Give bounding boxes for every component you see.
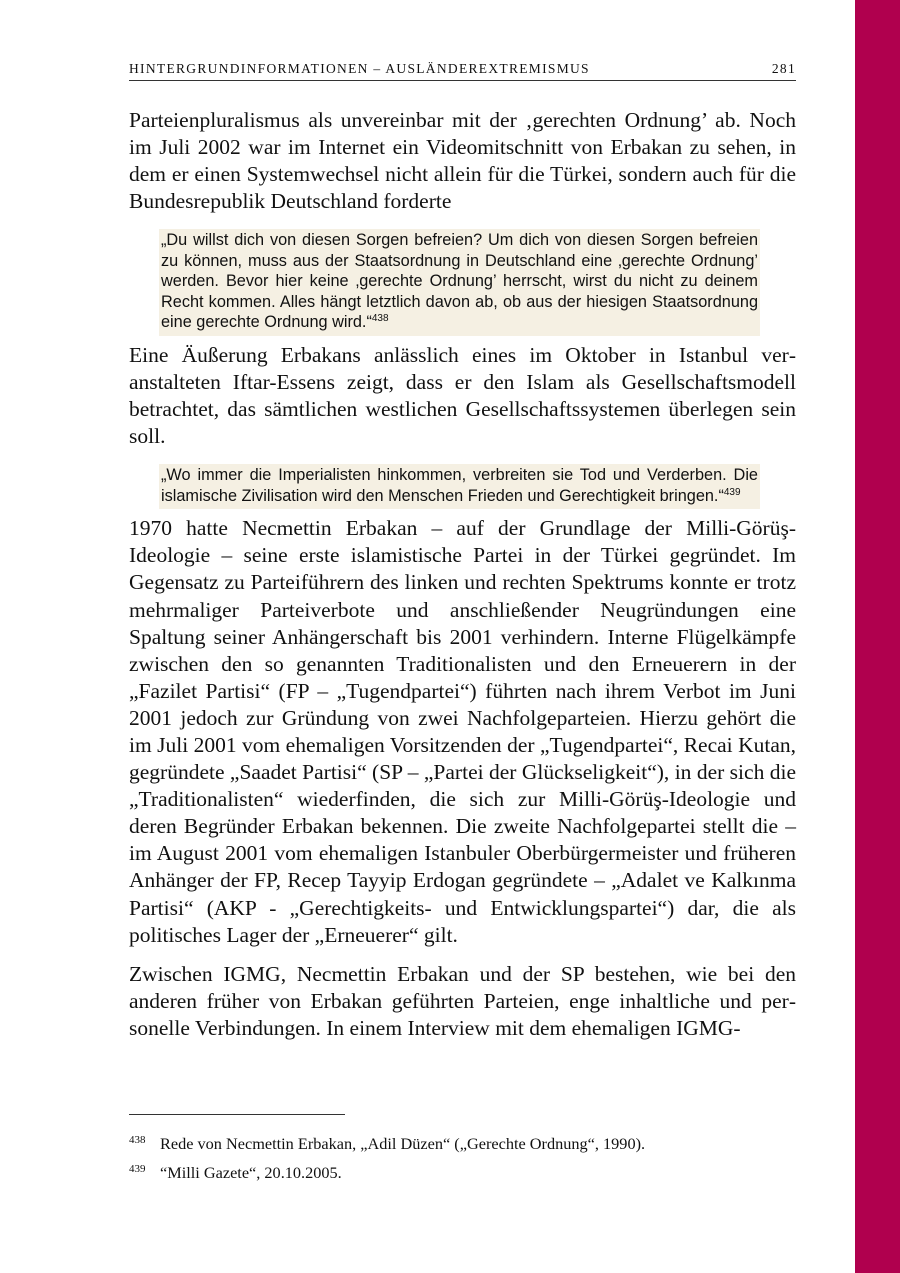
paragraph-3: 1970 hatte Necmettin Erbakan – auf der Grundlage der Milli-Görüş-Ideologie – seine erste islamistische Partei in der Türkei gegründet. Im Gegensatz zu Parteiführern des linken und rechten Spektrums konnte er trotz mehrmaliger Parteiverbote und anschließender Neugründungen eine Spaltung seiner Anhängerschaft bis 2001 verhindern. Interne Flügelkämpfe zwischen den so genannten Traditionalisten und den Erneuerern in der „Fazilet Partisi“ (FP – „Tugendpartei“) führten nach ihrem Verbot im Juni 2001 jedoch zur Gründung von zwei Nachfolgeparteien. Hierzu gehört die im Juli 2001 vom ehemaligen Vorsitzenden der „Tugendpartei“, Recai Kutan, gegründete „Saadet Partisi“ (SP – „Partei der Glückseligkeit“), in der sich die „Traditionalisten“ wiederfinden, die sich zur Milli-Görüş-Ideologie und deren Begründer Erbakan bekennen. Die zweite Nachfolgepartei stellt die – im August 2001 vom ehemaligen Istanbuler Oberbürgermeister und früheren Anhänger der FP, Recep Tayyip Erdogan gegründete – „Adalet ve Kalkınma Partisi“ (AKP - „Gerechtigkeits- und Entwicklungspartei“) dar, die als politisches Lager der „Erneuerer“ gilt.	[129, 516, 796, 947]
footnote-number: 438	[129, 1134, 146, 1146]
running-title: HINTERGRUNDINFORMATIONEN – AUSLÄNDEREXTREMISMUS	[129, 61, 590, 76]
footnote-439	[129, 1163, 796, 1183]
footnote-ref-439[interactable]: 439	[723, 486, 741, 498]
footnote-divider	[129, 1114, 345, 1115]
block-quote-2	[159, 464, 760, 509]
side-color-bar	[855, 0, 900, 1273]
footnote-number: 439	[129, 1163, 146, 1175]
footnote-438	[129, 1134, 796, 1154]
footnote-text: “Milli Gazete“, 20.10.2005.	[160, 1163, 342, 1182]
block-quote-1	[159, 229, 760, 336]
footnotes	[129, 1134, 796, 1192]
paragraph-4: Zwischen IGMG, Necmettin Erbakan und der SP bestehen, wie bei den anderen früher von Erbakan geführten Parteien, enge inhaltliche und personelle Verbindungen. In einem Interview mit dem ehemaligen IGMG-	[129, 961, 796, 1040]
footnote-ref-438[interactable]: 438	[371, 313, 389, 325]
paragraph-2: Eine Äußerung Erbakans anlässlich eines im Oktober in Istanbul veranstalteten Iftar-Essens zeigt, dass er den Islam als Gesellschaftsmodell betrachtet, das sämtlichen westlichen Gesellschaftssystemen überlegen sein soll.	[129, 342, 796, 449]
main-text	[129, 107, 796, 1042]
running-header	[129, 60, 796, 81]
page-number: 281	[771, 61, 796, 76]
footnote-text: Rede von Necmettin Erbakan, „Adil Düzen“ („Gerechte Ordnung“, 1990).	[160, 1134, 646, 1153]
quote-1-text: „Du willst dich von diesen Sorgen befreien? Um dich von diesen Sorgen befreien zu können, muss aus der Staatsordnung in Deutschland eine ‚gerechte Ordnung’ werden. Bevor hier keine ‚gerechte Ordnung’ herrscht, wirst du nicht zu deinem Recht kommen. Alles hängt letztlich davon ab, ob aus der hiesigen Staatsordnung eine gerechte Ordnung wird.“	[161, 231, 758, 332]
paragraph-1: Parteienpluralismus als unvereinbar mit der ‚gerechten Ordnung’ ab. Noch im Juli 2002 war im Internet ein Videomitschnitt von Erbakan zu sehen, in dem er einen Systemwechsel nicht allein für die Türkei, sondern auch für die Bundesrepublik Deutschland forderte	[129, 108, 796, 214]
quote-2-text: „Wo immer die Imperialisten hinkommen, verbreiten sie Tod und Verderben. Die islamische Zivilisation wird den Menschen Frieden und Gerechtigkeit bringen.“	[161, 466, 758, 505]
